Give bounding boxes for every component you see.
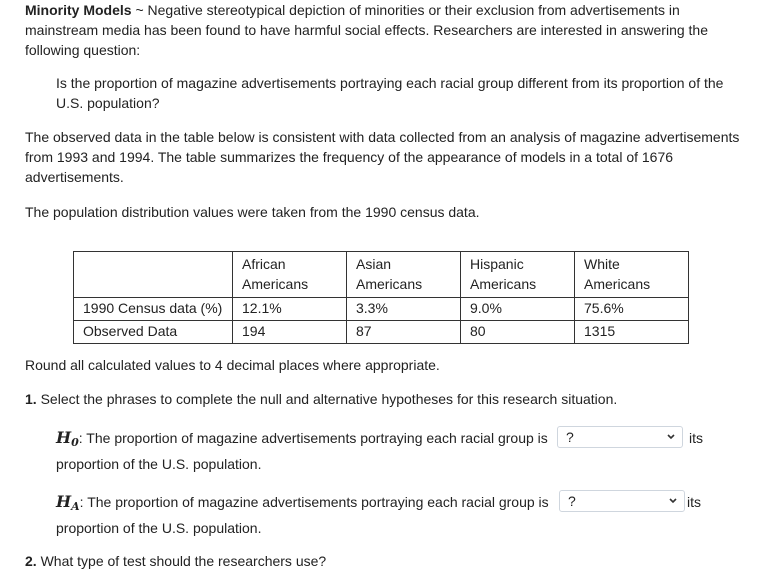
census-note: The population distribution values were taken from the 1990 census data. [25,204,480,220]
problem-title: Minority Models [25,2,132,18]
question-2 [25,551,740,571]
table-cell: 9.0% [461,298,575,321]
null-hypothesis [56,426,736,476]
table-cell: 1315 [575,321,689,344]
title-separator: ~ [131,2,148,18]
table-cell: 75.6% [575,298,689,321]
table-cell: 12.1% [233,298,347,321]
chevron-down-icon [668,491,678,511]
question-2-number: 2. [25,553,37,569]
question-1 [25,389,740,409]
null-hypothesis-symbol: $H_0$ [56,428,79,449]
table-header-row [74,252,689,298]
alternative-hypothesis [56,490,736,540]
alternative-hypothesis-text: : The proportion of magazine advertisements portraying each racial group is [79,494,549,510]
null-hypothesis-select[interactable] [557,426,683,448]
alternative-hypothesis-symbol: $H_A$ [56,492,80,513]
question-1-text: Select the phrases to complete the null and alternative hypotheses for this research situation. [40,391,618,407]
table-header-cell [74,252,233,298]
table-cell: 87 [347,321,461,344]
select-value: ? [566,429,574,445]
chevron-down-icon [666,427,676,447]
null-hypothesis-line2: proportion of the U.S. population. [56,456,262,472]
table-cell: 3.3% [347,298,461,321]
question-1-number: 1. [25,391,37,407]
table-cell: 1990 Census data (%) [74,298,233,321]
table-cell: 80 [461,321,575,344]
table-header-cell: White Americans [575,252,689,298]
table-row [74,298,689,321]
question-2-text: What type of test should the researchers use? [40,553,327,569]
table-cell: Observed Data [74,321,233,344]
observed-data-note: The observed data in the table below is consistent with data collected from an analysis of magazine advertisements from 1993 and 1994. The table summarizes the frequency of the appearance of models in a total of 1676 advertisements. [25,129,740,185]
table-header-cell: Hispanic Americans [461,252,575,298]
table-cell: 194 [233,321,347,344]
table-header-cell: Asian Americans [347,252,461,298]
alternative-hypothesis-line2: proportion of the U.S. population. [56,520,262,536]
alternative-hypothesis-select[interactable] [559,490,685,512]
table-row [74,321,689,344]
table-header-cell: African Americans [233,252,347,298]
data-table [73,251,689,344]
select-value: ? [568,493,576,509]
intro-text: Negative stereotypical depiction of minorities or their exclusion from advertisements in mainstream media has been found to have harmful social effects. Researchers are interested in answering the following question: [25,2,708,58]
alternative-hypothesis-after: its [687,494,701,510]
research-question: Is the proportion of magazine advertisements portraying each racial group different from its proportion of the U.S. population? [56,75,724,111]
null-hypothesis-text: : The proportion of magazine advertisements portraying each racial group is [78,430,548,446]
null-hypothesis-after: its [689,430,703,446]
intro-paragraph [25,0,740,60]
rounding-note: Round all calculated values to 4 decimal places where appropriate. [25,357,440,373]
